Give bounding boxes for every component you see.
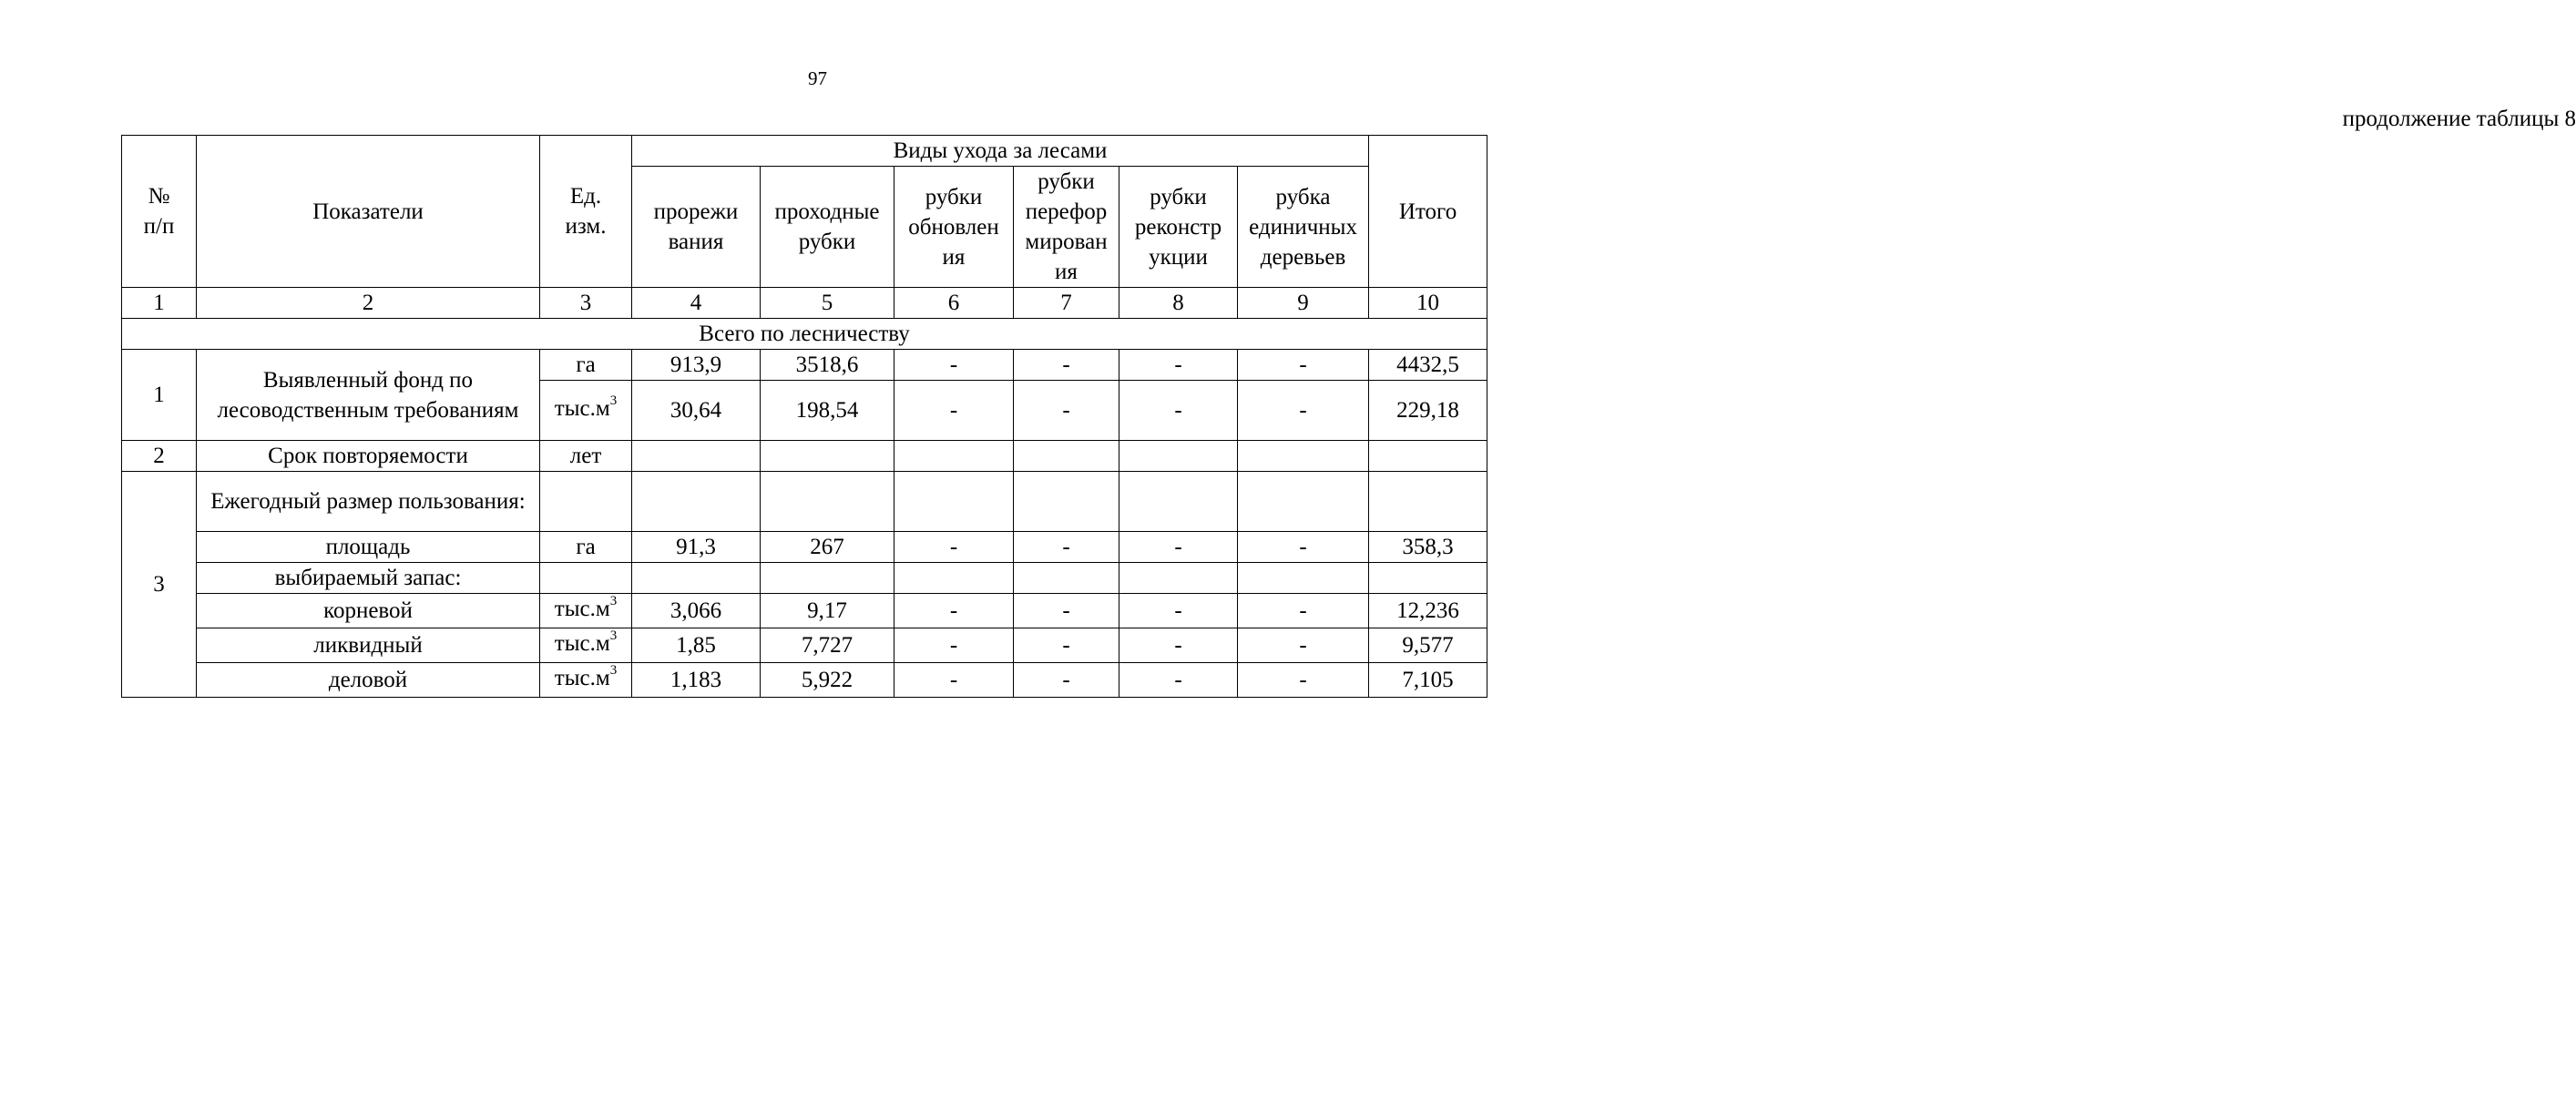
- value-cell: -: [1014, 532, 1119, 563]
- column-number: 1: [122, 288, 197, 319]
- value-cell: 267: [761, 532, 894, 563]
- row-indicator: корневой: [197, 594, 540, 628]
- value-cell: 1,183: [632, 663, 761, 698]
- unit-superscript: 3: [609, 594, 618, 608]
- column-number: 7: [1014, 288, 1119, 319]
- forest-care-table: [121, 135, 1487, 698]
- value-cell: 913,9: [632, 350, 761, 381]
- value-cell: -: [1119, 350, 1238, 381]
- value-cell: -: [1119, 532, 1238, 563]
- value-cell: [632, 441, 761, 472]
- value-cell: -: [1014, 381, 1119, 441]
- row-indicator: Срок повторяемости: [197, 441, 540, 472]
- value-cell: 198,54: [761, 381, 894, 441]
- value-cell: [1238, 563, 1369, 594]
- unit-cell: га: [540, 532, 632, 563]
- value-cell: -: [1014, 663, 1119, 698]
- value-cell: -: [1238, 350, 1369, 381]
- total-cell: [1369, 472, 1487, 532]
- row-indicator: Выявленный фонд по лесоводственным требованиям: [197, 350, 540, 441]
- value-cell: [1119, 472, 1238, 532]
- value-cell: [632, 472, 761, 532]
- value-cell: -: [1119, 594, 1238, 628]
- unit-cell: [540, 594, 632, 628]
- table-row: [122, 532, 1487, 563]
- column-number-row: [122, 288, 1487, 319]
- value-cell: -: [1238, 381, 1369, 441]
- unit-cell: [540, 472, 632, 532]
- value-cell: -: [1014, 628, 1119, 663]
- table-row: [122, 472, 1487, 532]
- header-total: Итого: [1369, 136, 1487, 288]
- value-cell: -: [894, 350, 1014, 381]
- row-number: 2: [122, 441, 197, 472]
- table-row: [122, 350, 1487, 381]
- value-cell: [761, 563, 894, 594]
- value-cell: [1014, 441, 1119, 472]
- value-cell: -: [1238, 628, 1369, 663]
- unit-superscript: 3: [609, 393, 618, 408]
- value-cell: -: [1238, 663, 1369, 698]
- unit-label: тыс.м: [554, 666, 610, 690]
- row-indicator: Ежегодный размер пользования:: [197, 472, 540, 532]
- value-cell: -: [894, 532, 1014, 563]
- header-indicators: Показатели: [197, 136, 540, 288]
- row-number: 3: [122, 472, 197, 698]
- value-cell: -: [894, 594, 1014, 628]
- unit-cell: [540, 381, 632, 441]
- value-cell: [761, 441, 894, 472]
- value-cell: -: [1119, 381, 1238, 441]
- header-single-tree-cuts: рубка единичных деревьев: [1238, 167, 1369, 288]
- value-cell: [1014, 563, 1119, 594]
- value-cell: -: [1119, 628, 1238, 663]
- unit-cell: [540, 628, 632, 663]
- value-cell: -: [1014, 350, 1119, 381]
- column-number: 6: [894, 288, 1014, 319]
- header-reconstruction-cuts: рубки реконстр укции: [1119, 167, 1238, 288]
- unit-cell: лет: [540, 441, 632, 472]
- unit-superscript: 3: [609, 628, 618, 643]
- value-cell: 3518,6: [761, 350, 894, 381]
- table-row: [122, 563, 1487, 594]
- row-indicator: деловой: [197, 663, 540, 698]
- value-cell: [1119, 563, 1238, 594]
- value-cell: [1014, 472, 1119, 532]
- column-number: 10: [1369, 288, 1487, 319]
- total-cell: 9,577: [1369, 628, 1487, 663]
- total-cell: [1369, 441, 1487, 472]
- value-cell: 9,17: [761, 594, 894, 628]
- value-cell: 1,85: [632, 628, 761, 663]
- column-number: 8: [1119, 288, 1238, 319]
- value-cell: -: [894, 663, 1014, 698]
- value-cell: -: [894, 381, 1014, 441]
- column-number: 4: [632, 288, 761, 319]
- value-cell: -: [894, 628, 1014, 663]
- unit-superscript: 3: [609, 663, 618, 678]
- value-cell: 5,922: [761, 663, 894, 698]
- header-passing-cuts: проходные рубки: [761, 167, 894, 288]
- table-continuation-label: продолжение таблицы 8: [2342, 107, 2576, 131]
- unit-cell: [540, 663, 632, 698]
- header-unit: Ед. изм.: [540, 136, 632, 288]
- header-care-types: Виды ухода за лесами: [632, 136, 1369, 167]
- total-cell: 7,105: [1369, 663, 1487, 698]
- value-cell: [894, 563, 1014, 594]
- column-number: 5: [761, 288, 894, 319]
- column-number: 3: [540, 288, 632, 319]
- table-row: [122, 441, 1487, 472]
- row-indicator: выбираемый запас:: [197, 563, 540, 594]
- value-cell: 30,64: [632, 381, 761, 441]
- table-row: [122, 663, 1487, 698]
- unit-label: тыс.м: [554, 631, 610, 656]
- value-cell: 3,066: [632, 594, 761, 628]
- value-cell: -: [1238, 532, 1369, 563]
- unit-cell: [540, 563, 632, 594]
- value-cell: -: [1119, 663, 1238, 698]
- value-cell: [1119, 441, 1238, 472]
- value-cell: -: [1014, 594, 1119, 628]
- value-cell: [894, 472, 1014, 532]
- section-title: Всего по лесничеству: [122, 319, 1487, 350]
- value-cell: [1238, 441, 1369, 472]
- unit-label: тыс.м: [554, 597, 610, 621]
- value-cell: [1238, 472, 1369, 532]
- row-number: 1: [122, 350, 197, 441]
- value-cell: -: [1238, 594, 1369, 628]
- table-row: [122, 628, 1487, 663]
- row-indicator: площадь: [197, 532, 540, 563]
- total-cell: 229,18: [1369, 381, 1487, 441]
- value-cell: [894, 441, 1014, 472]
- column-number: 9: [1238, 288, 1369, 319]
- value-cell: [632, 563, 761, 594]
- total-cell: [1369, 563, 1487, 594]
- value-cell: 91,3: [632, 532, 761, 563]
- table-row: [122, 594, 1487, 628]
- value-cell: [761, 472, 894, 532]
- total-cell: 358,3: [1369, 532, 1487, 563]
- unit-label: тыс.м: [554, 396, 610, 421]
- column-number: 2: [197, 288, 540, 319]
- header-reformation-cuts: рубки перефор мирован ия: [1014, 167, 1119, 288]
- total-cell: 12,236: [1369, 594, 1487, 628]
- header-thinning: прорежи вания: [632, 167, 761, 288]
- total-cell: 4432,5: [1369, 350, 1487, 381]
- row-indicator: ликвидный: [197, 628, 540, 663]
- unit-cell: га: [540, 350, 632, 381]
- page-number: 97: [808, 67, 827, 89]
- header-num: № п/п: [122, 136, 197, 288]
- header-renewal-cuts: рубки обновлен ия: [894, 167, 1014, 288]
- value-cell: 7,727: [761, 628, 894, 663]
